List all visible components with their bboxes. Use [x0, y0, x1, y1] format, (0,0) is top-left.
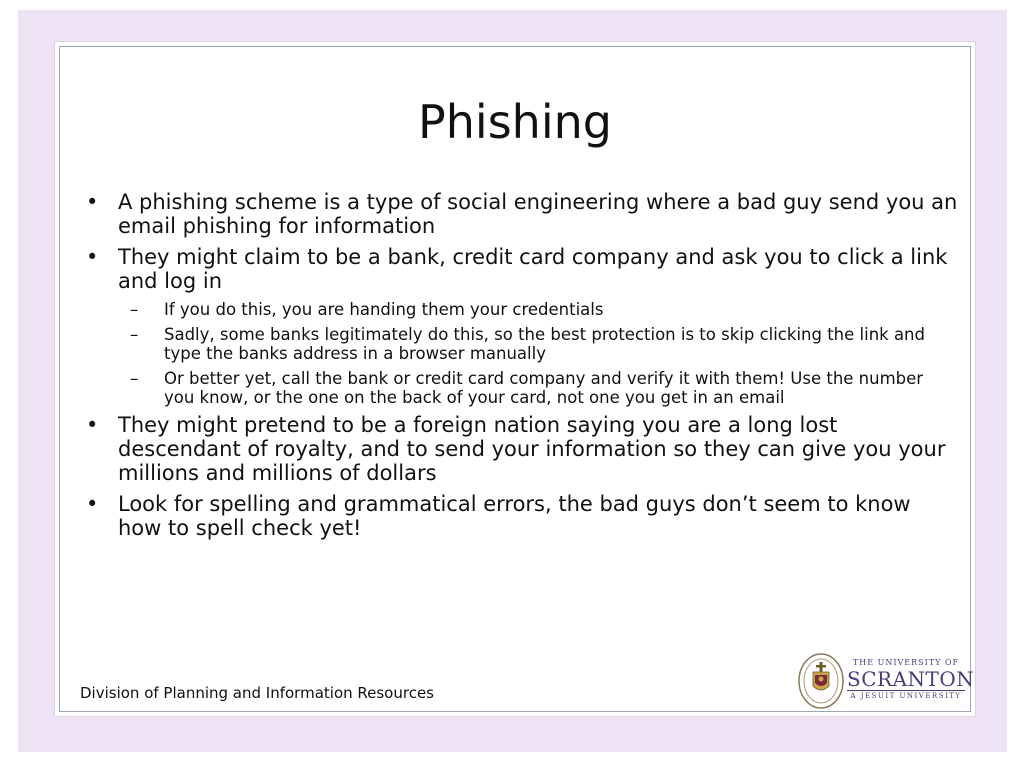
footer-text: Division of Planning and Information Resources	[80, 684, 434, 702]
bullet-item	[78, 245, 958, 293]
sub-bullet-marker: –	[130, 369, 139, 388]
bullet-text: Look for spelling and grammatical errors, the bad guys don’t seem to know how to spell check yet!	[118, 492, 911, 540]
university-seal-icon	[797, 652, 845, 710]
bullet-marker: •	[86, 492, 99, 516]
sub-bullet-marker: –	[130, 325, 139, 344]
bullet-text: They might pretend to be a foreign nation saying you are a long lost descendant of royalty, and to send your information so they can give you your millions and millions of dollars	[118, 413, 946, 485]
sub-bullet-item	[78, 369, 958, 407]
sub-bullet-marker: –	[130, 300, 139, 319]
bullet-marker: •	[86, 245, 99, 269]
sub-bullet-text: Sadly, some banks legitimately do this, so the best protection is to skip clicking the link and type the banks address in a browser manually	[164, 325, 925, 363]
logo-wordmark	[847, 658, 975, 702]
bullet-text: They might claim to be a bank, credit card company and ask you to click a link and log in	[118, 245, 948, 293]
slide-content	[78, 190, 958, 547]
sub-bullet-text: Or better yet, call the bank or credit card company and verify it with them! Use the number you know, or the one on the back of your card, not one you get in an email	[164, 369, 924, 407]
sub-bullet-text: If you do this, you are handing them your credentials	[164, 300, 604, 319]
bullet-item	[78, 413, 958, 485]
logo-top-line: THE UNIVERSITY OF	[852, 658, 960, 667]
bullet-text: A phishing scheme is a type of social engineering where a bad guy send you an email phishing for information	[118, 190, 958, 238]
university-logo	[797, 652, 975, 710]
bullet-item	[78, 190, 958, 238]
sub-bullet-item	[78, 300, 958, 319]
bullet-item	[78, 492, 958, 540]
slide-title: Phishing	[418, 95, 612, 149]
logo-bottom-line: A JESUIT UNIVERSITY	[850, 692, 962, 700]
bullet-marker: •	[86, 190, 99, 214]
sub-bullet-item	[78, 325, 958, 363]
logo-main-text: SCRANTON	[847, 667, 975, 691]
sub-bullet-list	[78, 300, 958, 407]
bullet-marker: •	[86, 413, 99, 437]
